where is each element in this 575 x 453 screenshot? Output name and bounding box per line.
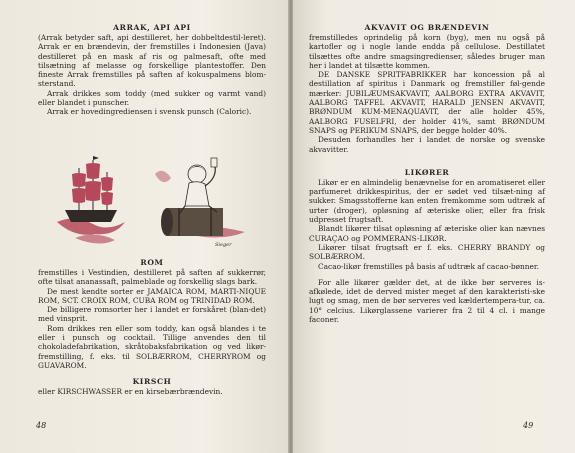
rom-paragraph-4: Rom drikkes ren eller som toddy, kan også blandes i te eller i punsch og cocktail. Tillige anvendes den til chokoladefabrikation, skråtobaksfabrikation og ved likør-fremstilling, f. eks. til SOLBÆRROM, CHERRYROM og GUAVAROM. [38, 323, 266, 370]
page-number-right: 49 [523, 421, 534, 430]
kirsch-paragraph-1: eller KIRSCHWASSER er en kirsebærbrændevin. [38, 387, 223, 397]
akvavit-paragraph-3: Desuden forhandles her i landet de norske og svenske akvavitter. [309, 135, 545, 154]
left-text-bottom [38, 258, 266, 397]
arrak-paragraph-1: (Arrak betyder saft, api destilleret, her dobbeltdestil-leret). Arrak er en brændevin, der fremstilles i Indonesien (Java) destilleret på en mask af ris og palmesaft, ofte med tilsætning af melasse og forskellige plantestoffer. Den fineste Arrak fremstilles på saften af kokuspalmens blom-sterstand. [38, 33, 266, 89]
heading-rom: ROM [140, 258, 164, 267]
page-number-left: 48 [36, 421, 47, 430]
likorer-paragraph-3: Likører tilsat frugtsaft er f. eks. CHERRY BRANDY og SOLBÆRROM. [309, 242, 545, 262]
illustrator-signature: Sieger [215, 242, 232, 248]
arrak-paragraph-3: Arrak er hovedingrediensen i svensk punsch (Caloric). [47, 107, 252, 117]
akvavit-paragraph-2: DE DANSKE SPRITFABRIKKER har koncession på al destillation af spiritus i Danmark og fremstiller føl-gende mærker: JUBILÆUMSAKVAVIT, AALBORG EXTRA AKVAVIT, AALBORG TAFFEL AKVAVIT, HARALD JENSEN AKVAVIT, BRØNDUM KUM-MENAQUAVIT, der alle holder 45%, AALBORG FUSELFRI, der holder 41%, samt BRØNDUM SNAPS og PERIKUM SNAPS, der begge holder 40%. [309, 70, 545, 135]
heading-akvavit: AKVAVIT OG BRÆNDEVIN [364, 23, 490, 32]
rom-paragraph-2: De mest kendte sorter er JAMAICA ROM, MARTI-NIQUE ROM, SCT. CROIX ROM, CUBA ROM og TRINIDAD ROM. [38, 286, 266, 305]
likorer-paragraph-2: Blandt likører tilsat opløsning af æteriske olier kan nævnes CURAÇAO og POMMERANS-LIKØR. [309, 224, 545, 243]
arrak-paragraph-2: Arrak drikkes som toddy (med sukker og varmt vand) eller blandet i punscher. [38, 88, 266, 108]
likorer-paragraph-5: For alle likører gælder det, at de ikke bør serveres is-afkølede, idet de derved mister meget af den karakteristi-ske lugt og smag, men de bør serveres ved kældertempera-tur, ca. 10° celcius. Likørglassene varierer fra 2 til 4 cl. i mange faconer. [309, 277, 545, 325]
akvavit-paragraph-1: fremstilledes oprindelig på korn (byg), men nu også på kartofler og i nogle lande endda på cellulose. Destillatet tilsættes ofte andre smagsingredienser, således bruger man her i landet at tilsætte kommen. [309, 33, 545, 70]
right-text [309, 23, 545, 324]
heading-likorer: LIKØRER [404, 167, 450, 177]
likorer-paragraph-1: Likør er en almindelig benævnelse for en aromatiseret eller parfumeret drikkespiritus, der er sødet ved tilsæt-ning af sukker. Smagsstofferne kan enten fremkomme som udtræk af urter (droger), opløsning af æteriske olier, eller fra frisk udpresset frugtsaft. [309, 177, 545, 225]
rom-paragraph-1: fremstilles i Vestindien, destilleret på saften af sukkerrør, ofte tilsat ananassaft, palmeblade og forskellig slags bark. [38, 268, 266, 287]
heading-arrak: ARRAK, API API [113, 23, 191, 32]
rom-paragraph-3: De billigere romsorter her i landet er forskåret (blan-det) med vinsprit. [38, 305, 266, 324]
left-text-top [38, 23, 266, 117]
right-page [293, 0, 575, 453]
ship-barrel-illustration [55, 152, 255, 250]
likorer-paragraph-4: Cacao-likør fremstilles på basis af udtræk af cacao-bønner. [318, 261, 539, 271]
heading-kirsch: KIRSCH [132, 377, 172, 387]
